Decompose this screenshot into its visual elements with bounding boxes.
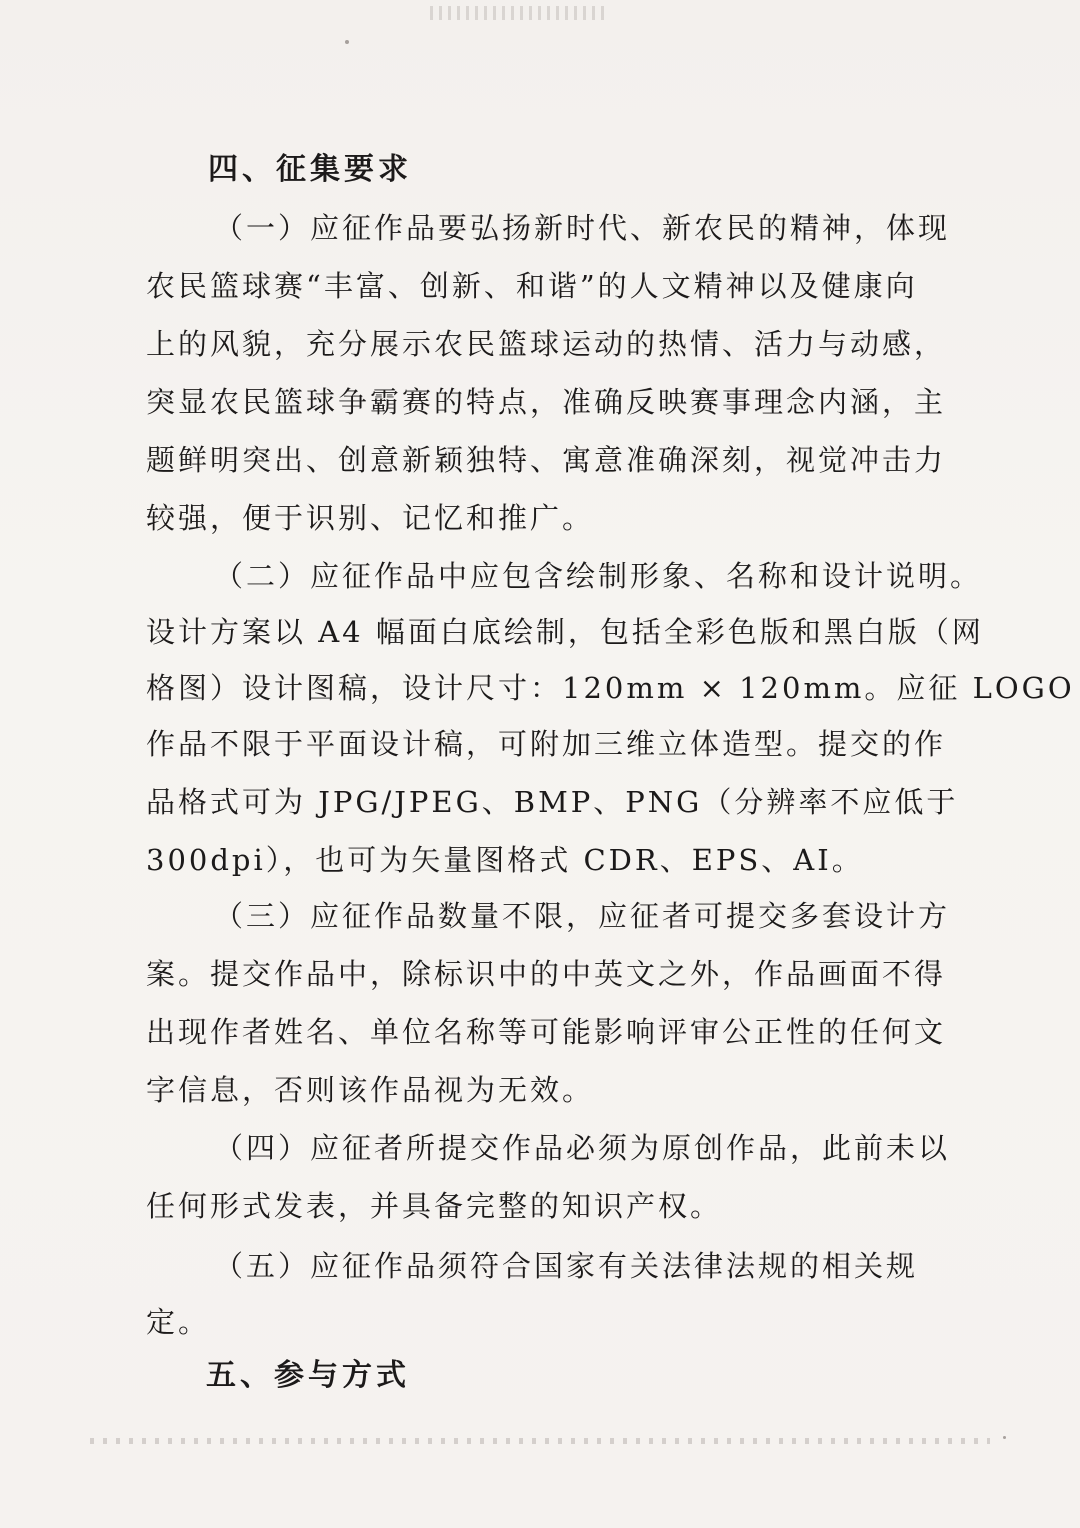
paragraph-2-line-4: 作品不限于平面设计稿，可附加三维立体造型。提交的作	[146, 727, 947, 761]
paragraph-1-line-3: 上的风貌，充分展示农民篮球运动的热情、活力与动感，	[146, 327, 947, 361]
paragraph-4-line-1: （四）应征者所提交作品必须为原创作品，此前未以	[214, 1131, 951, 1165]
paragraph-3-line-3: 出现作者姓名、单位名称等可能影响评审公正性的任何文	[146, 1015, 947, 1049]
paragraph-3-line-1: （三）应征作品数量不限，应征者可提交多套设计方	[214, 899, 951, 933]
paragraph-2-line-3: 格图）设计图稿，设计尺寸：120mm × 120mm。应征 LOGO	[146, 671, 1075, 705]
section-heading-requirements: 四、征集要求	[208, 152, 412, 187]
paragraph-2-line-5: 品格式可为 JPG/JPEG、BMP、PNG（分辨率不应低于	[146, 785, 959, 819]
scan-artifact-bottom	[90, 1438, 990, 1444]
paragraph-5-line-2: 定。	[146, 1305, 211, 1339]
paragraph-4-line-2: 任何形式发表，并具备完整的知识产权。	[146, 1189, 723, 1223]
paragraph-1-line-2: 农民篮球赛“丰富、创新、和谐”的人文精神以及健康向	[146, 269, 918, 303]
paragraph-1-line-1: （一）应征作品要弘扬新时代、新农民的精神，体现	[214, 211, 951, 245]
paragraph-2-line-2: 设计方案以 A4 幅面白底绘制，包括全彩色版和黑白版（网	[146, 615, 984, 649]
scan-artifact-top	[430, 6, 610, 20]
paragraph-2-line-6: 300dpi），也可为矢量图格式 CDR、EPS、AI。	[146, 843, 864, 877]
paragraph-3-line-2: 案。提交作品中，除标识中的中英文之外，作品画面不得	[146, 957, 947, 991]
section-heading-participation: 五、参与方式	[206, 1358, 410, 1393]
scan-speck	[1003, 1436, 1006, 1439]
paragraph-1-line-5: 题鲜明突出、创意新颖独特、寓意准确深刻，视觉冲击力	[146, 443, 947, 477]
paragraph-1-line-4: 突显农民篮球争霸赛的特点，准确反映赛事理念内涵，主	[146, 385, 947, 419]
paragraph-1-line-6: 较强，便于识别、记忆和推广。	[146, 501, 595, 535]
paragraph-2-line-1: （二）应征作品中应包含绘制形象、名称和设计说明。	[214, 559, 983, 593]
paragraph-3-line-4: 字信息，否则该作品视为无效。	[146, 1073, 595, 1107]
scan-speck	[345, 40, 349, 44]
paragraph-5-line-1: （五）应征作品须符合国家有关法律法规的相关规	[214, 1249, 919, 1283]
